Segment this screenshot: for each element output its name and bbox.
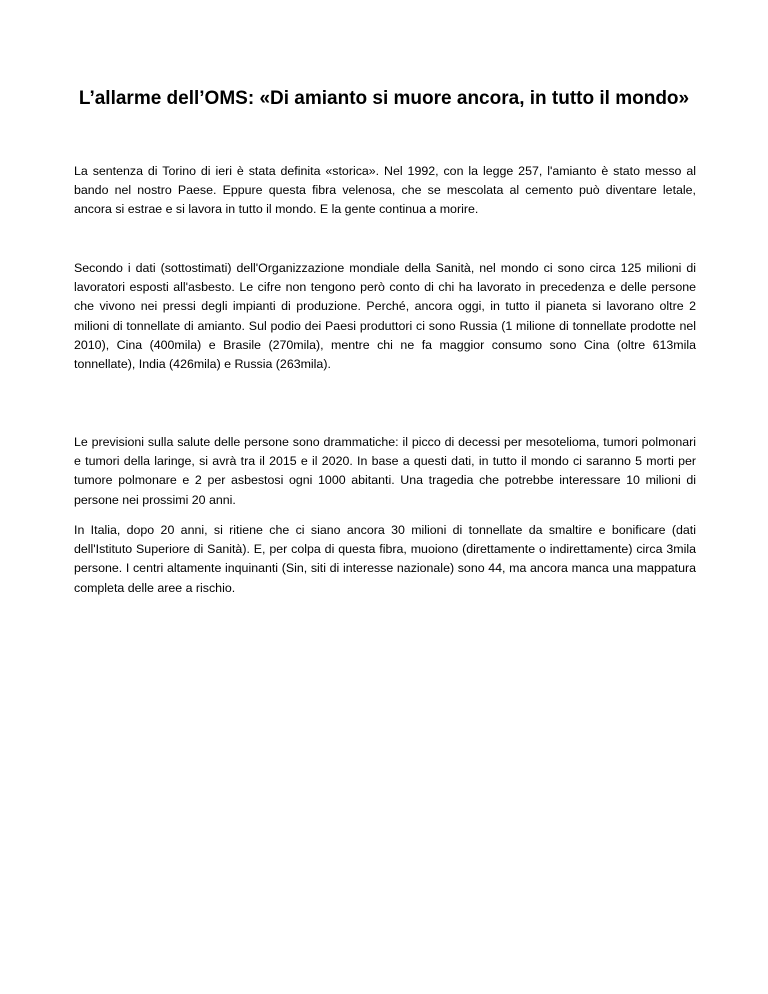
document-title: L’allarme dell’OMS: «Di amianto si muore ancora, in tutto il mondo» xyxy=(78,88,690,109)
paragraph-2: Secondo i dati (sottostimati) dell'Organizzazione mondiale della Sanità, nel mondo ci sono circa 125 milioni di lavoratori esposti all'asbesto. Le cifre non tengono però conto di chi ha lavorato in precedenza e delle persone che vivono nei pressi degli impianti di produzione. Perché, ancora oggi, in tutto il pianeta si lavorano oltre 2 milioni di tonnellate di amianto. Sul podio dei Paesi produttori ci sono Russia (1 milione di tonnellate prodotte nel 2010), Cina (400mila) e Brasile (270mila), mentre chi ne fa maggior consumo sono Cina (oltre 613mila tonnellate), India (426mila) e Russia (263mila). xyxy=(74,261,696,372)
paragraph-3: Le previsioni sulla salute delle persone sono drammatiche: il picco di decessi per mesotelioma, tumori polmonari e tumori della laringe, si avrà tra il 2015 e il 2020. In base a questi dati, in tutto il mondo ci saranno 5 morti per tumore polmonare e 2 per asbestosi ogni 1000 abitanti. Una tragedia che potrebbe interessare 10 milioni di persone nei prossimi 20 anni. xyxy=(74,435,696,507)
paragraph-1: La sentenza di Torino di ieri è stata definita «storica». Nel 1992, con la legge 257, l'amianto è stato messo al bando nel nostro Paese. Eppure questa fibra velenosa, che se mescolata al cemento può diventare letale, ancora si estrae e si lavora in tutto il mondo. E la gente continua a morire. xyxy=(74,164,696,217)
paragraph-4: In Italia, dopo 20 anni, si ritiene che ci siano ancora 30 milioni di tonnellate da smaltire e bonificare (dati dell'Istituto Superiore di Sanità). E, per colpa di questa fibra, muoiono (direttamente o indirettamente) circa 3mila persone. I centri altamente inquinanti (Sin, siti di interesse nazionale) sono 44, ma ancora manca una mappatura completa delle aree a rischio. xyxy=(74,523,696,595)
